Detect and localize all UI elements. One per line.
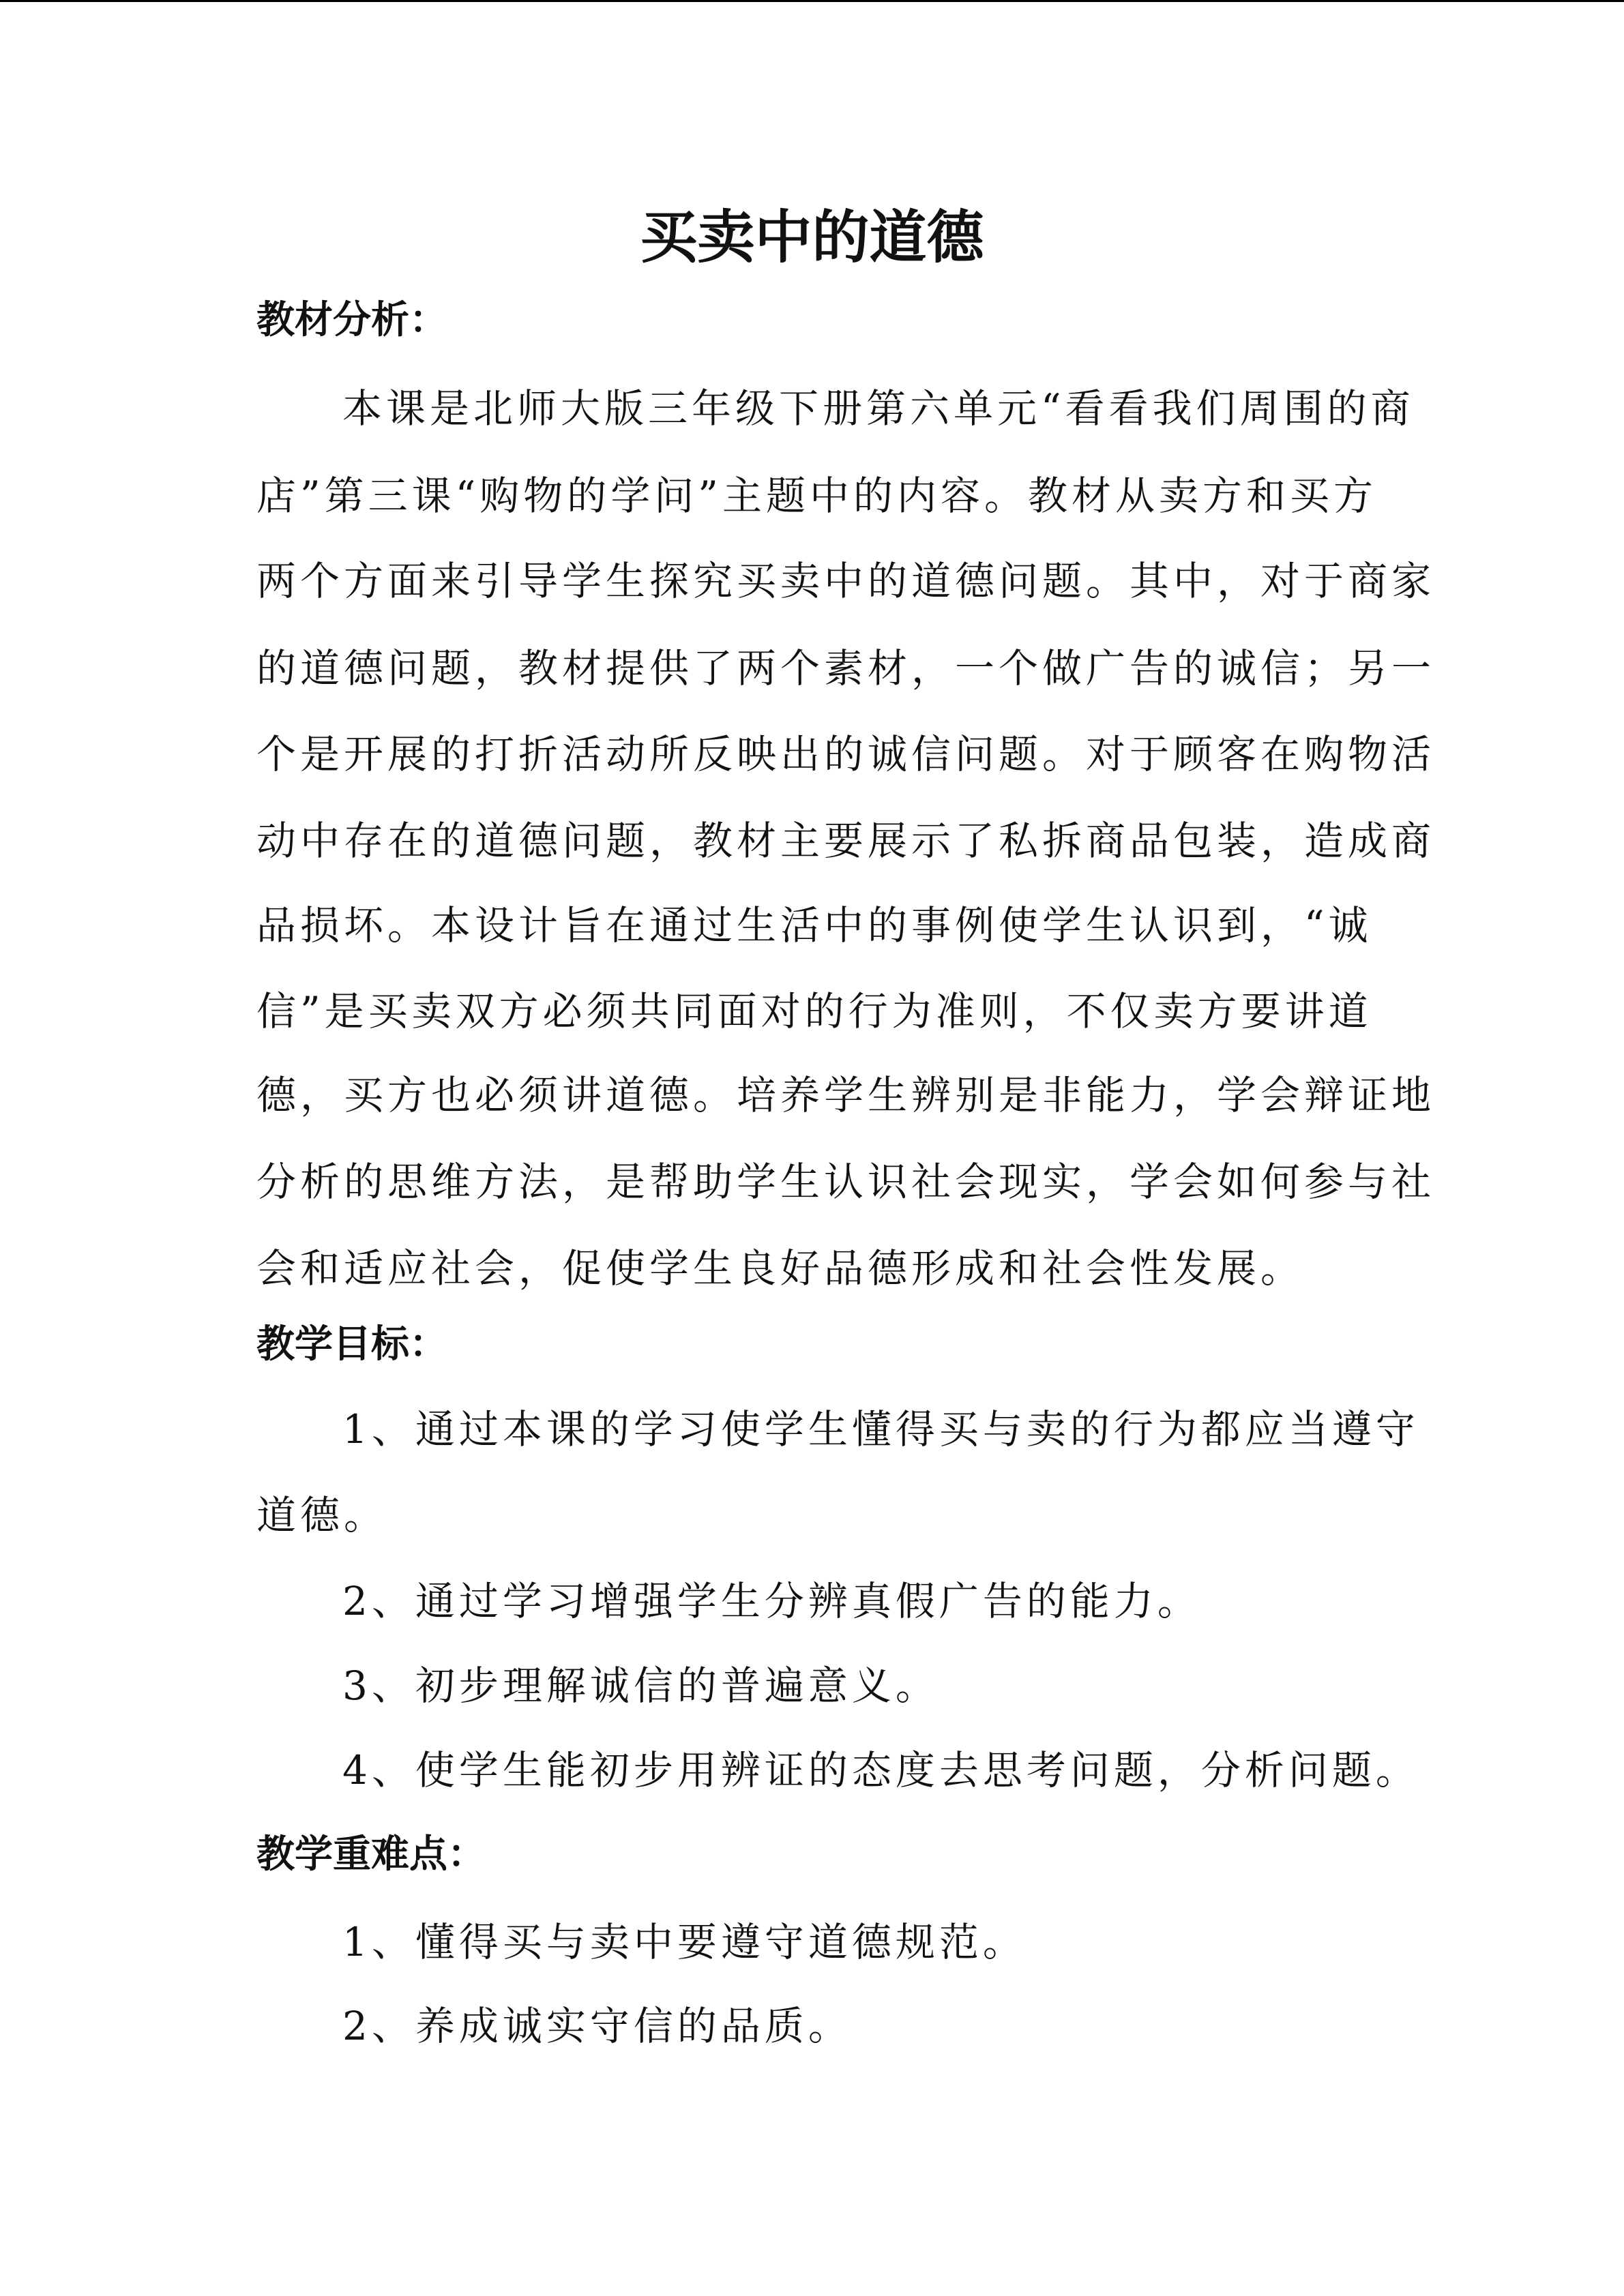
key-point-item: 1、懂得买与卖中要遵守道德规范。 bbox=[342, 1919, 1027, 1965]
analysis-line: 两个方面来引导学生探究买卖中的道德问题。其中，对于商家 bbox=[256, 558, 1436, 604]
heading-analysis: 教材分析： bbox=[256, 298, 447, 342]
analysis-line: 会和适应社会，促使学生良好品德形成和社会性发展。 bbox=[256, 1245, 1305, 1292]
goal-item: 4、使学生能初步用辨证的态度去思考问题，分析问题。 bbox=[342, 1747, 1419, 1793]
heading-key-points: 教学重难点： bbox=[256, 1832, 486, 1877]
analysis-line: 店”第三课“购物的学问”主题中的内容。教材从卖方和买方 bbox=[256, 473, 1377, 519]
analysis-line: 本课是北师大版三年级下册第六单元“看看我们周围的商 bbox=[342, 385, 1415, 432]
analysis-line: 品损坏。本设计旨在通过生活中的事例使学生认识到，“诚 bbox=[256, 902, 1372, 949]
top-border-line bbox=[0, 0, 1624, 2]
goal-item: 3、初步理解诚信的普遍意义。 bbox=[342, 1663, 939, 1709]
analysis-line: 动中存在的道德问题，教材主要展示了私拆商品包装，造成商 bbox=[256, 818, 1436, 864]
analysis-line: 个是开展的打折活动所反映出的诚信问题。对于顾客在购物活 bbox=[256, 731, 1436, 777]
goal-item: 道德。 bbox=[256, 1492, 388, 1538]
goal-item: 1、通过本课的学习使学生懂得买与卖的行为都应当遵守 bbox=[342, 1406, 1419, 1452]
analysis-line: 信”是买卖双方必须共同面对的行为准则，不仅卖方要讲道 bbox=[256, 988, 1372, 1034]
analysis-line: 的道德问题，教材提供了两个素材，一个做广告的诚信；另一 bbox=[256, 645, 1436, 691]
key-point-item: 2、养成诚实守信的品质。 bbox=[342, 2003, 852, 2049]
analysis-line: 德，买方也必须讲道德。培养学生辨别是非能力，学会辩证地 bbox=[256, 1072, 1436, 1118]
heading-goals: 教学目标： bbox=[256, 1322, 447, 1367]
analysis-line: 分析的思维方法，是帮助学生认识社会现实，学会如何参与社 bbox=[256, 1159, 1436, 1205]
goal-item: 2、通过学习增强学生分辨真假广告的能力。 bbox=[342, 1578, 1201, 1624]
document-title: 买卖中的道德 bbox=[640, 204, 984, 271]
